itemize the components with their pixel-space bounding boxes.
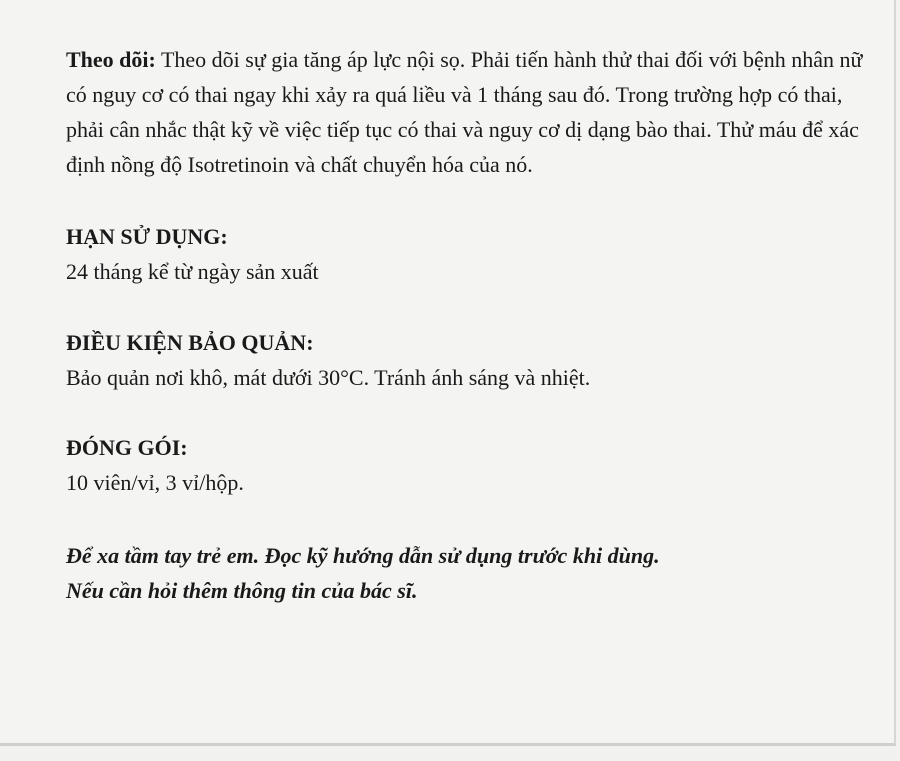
packaging-heading: ĐÓNG GÓI: [66,435,188,460]
expiry-heading: HẠN SỬ DỤNG: [66,224,228,249]
expiry-text: 24 tháng kể từ ngày sản xuất [66,259,319,284]
storage-text: Bảo quản nơi khô, mát dưới 30°C. Tránh ánh sáng và nhiệt. [66,365,591,390]
monitoring-text: Theo dõi sự gia tăng áp lực nội sọ. Phải tiến hành thử thai đối với bệnh nhân nữ có nguy cơ có thai ngay khi xảy ra quá liều và 1 tháng sau đó. Trong trường hợp có thai, phải cân nhắc thật kỹ về việc tiếp tục có thai và nguy cơ dị dạng bào thai. Thử máu để xác định nồng độ Isotretinoin và chất chuyển hóa của nó. [66,47,863,177]
notice-line-2: Nếu cần hỏi thêm thông tin của bác sĩ. [66,578,418,603]
monitoring-paragraph [66,42,866,182]
document-content [66,42,866,608]
monitoring-label: Theo dõi: [66,47,156,72]
storage-heading: ĐIỀU KIỆN BẢO QUẢN: [66,330,314,355]
notice-line-1: Để xa tầm tay trẻ em. Đọc kỹ hướng dẫn sử dụng trước khi dùng. [66,543,660,568]
packaging-text: 10 viên/vỉ, 3 vỉ/hộp. [66,470,244,495]
